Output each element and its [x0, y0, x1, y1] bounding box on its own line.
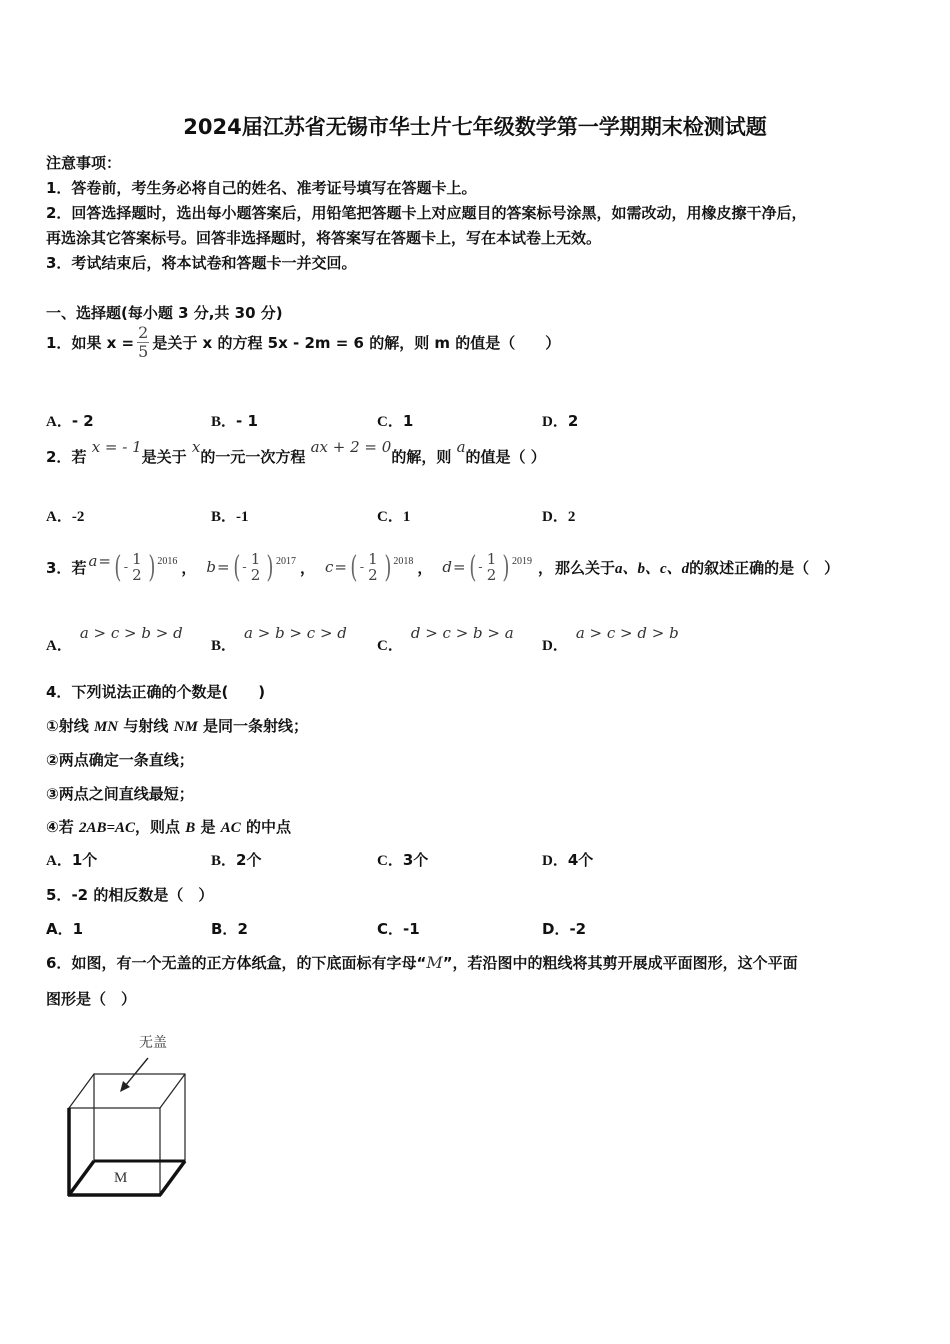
question-6 — [46, 952, 798, 973]
no-lid-label: 无盖 — [139, 1035, 167, 1051]
question-text: 若 — [71, 448, 87, 466]
option-c[interactable]: C．1 — [377, 509, 411, 525]
question-text: 的一元一次方程 — [200, 448, 306, 466]
option-a[interactable]: A．1 — [46, 920, 84, 938]
question-1 — [46, 324, 560, 360]
option-a[interactable]: A．1个 — [46, 851, 98, 869]
page-title: 2024届江苏省无锡市华士片七年级数学第一学期期末检测试题 — [183, 115, 767, 139]
variable-list: a、b、c、d — [614, 560, 690, 577]
option-b[interactable]: B．- 1 — [211, 412, 258, 430]
question-number: 2． — [46, 448, 72, 466]
math-expression: M — [426, 953, 443, 972]
math-expression: a — [456, 438, 466, 456]
question-text: 如图，有一个无盖的正方体纸盒，的下底面标有字母“ — [71, 954, 427, 972]
statement-1: ①射线 MN 与射线 NM 是同一条射线； — [46, 717, 309, 735]
question-text: 下列说法正确的个数是( ) — [71, 683, 266, 701]
cube-figure — [50, 1020, 220, 1210]
option-a[interactable]: A．- 2 — [46, 412, 94, 430]
fraction — [137, 324, 149, 360]
section-heading: 一、选择题(每小题 3 分,共 30 分) — [46, 304, 283, 322]
option-d[interactable]: D．2 — [542, 412, 579, 430]
question-text: 是关于 x 的方程 5x - 2m = 6 的解，则 m 的值是（ ） — [152, 333, 561, 352]
statement-3: ③两点之间直线最短； — [46, 785, 194, 803]
option-d[interactable]: D．-2 — [542, 920, 587, 938]
question-text: -2 的相反数是（ ） — [71, 886, 214, 904]
question-number: 5． — [46, 886, 72, 904]
option-b[interactable]: B．2个 — [211, 851, 262, 869]
question-2 — [46, 438, 546, 467]
notice-item-3: 3．考试结束后，将本试卷和答题卡一并交回。 — [46, 254, 357, 272]
option-a[interactable]: A．-2 — [46, 509, 85, 525]
power-expression-b: b = ( - 1 2 ) 2017 — [206, 549, 296, 585]
statement-4: ④若 2AB=AC，则点 B 是 AC 的中点 — [46, 818, 291, 836]
question-number: 3． — [46, 558, 72, 577]
option-c[interactable]: C．3个 — [377, 851, 429, 869]
question-6-cont: 图形是（ ） — [46, 990, 137, 1008]
question-number: 6． — [46, 954, 72, 972]
power-expression-c: c = ( - 1 2 ) 2018 — [324, 549, 414, 585]
option-a[interactable]: A．a > c > b > d — [46, 624, 183, 654]
question-text: 的解，则 — [391, 448, 452, 466]
notice-item-1: 1．答卷前，考生务必将自己的姓名、准考证号填写在答题卡上。 — [46, 179, 477, 197]
bottom-face-label: M — [114, 1170, 128, 1186]
math-expression: x = - 1 — [91, 438, 142, 456]
power-expression-d: d = ( - 1 2 ) 2019 — [442, 549, 532, 585]
fraction-numerator: 2 — [138, 323, 149, 342]
power-expression-a: a = ( - 1 2 ) 2016 — [88, 549, 178, 585]
option-b[interactable]: B．-1 — [211, 509, 249, 525]
option-c[interactable]: C．1 — [377, 412, 414, 430]
cube-diagram-icon — [50, 1020, 220, 1210]
statement-2: ②两点确定一条直线； — [46, 751, 194, 769]
option-d[interactable]: D．2 — [542, 509, 576, 525]
question-text: 若 — [71, 558, 87, 577]
question-4 — [46, 681, 265, 702]
question-text: ”，若沿图中的粗线将其剪开展成平面图形，这个平面 — [442, 954, 798, 972]
option-d[interactable]: D．4个 — [542, 851, 594, 869]
question-text: 的值是（ ） — [465, 448, 546, 466]
question-number: 4． — [46, 683, 72, 701]
notice-item-2: 2．回答选择题时，选出每小题答案后，用铅笔把答题卡上对应题目的答案标号涂黑，如需改动，用橡皮擦干净后， — [46, 204, 807, 222]
notice-item-2-cont: 再选涂其它答案标号。回答非选择题时，将答案写在答题卡上，写在本试卷上无效。 — [46, 229, 602, 247]
option-b[interactable]: B．2 — [211, 920, 248, 938]
option-d[interactable]: D．a > c > d > b — [542, 624, 679, 654]
fraction-denominator: 5 — [138, 341, 149, 361]
notice-heading: 注意事项： — [46, 154, 122, 172]
question-5 — [46, 884, 213, 905]
option-c[interactable]: C．d > c > b > a — [377, 624, 514, 654]
math-expression: x — [191, 438, 201, 456]
question-text: 的叙述正确的是（ ） — [689, 558, 840, 577]
question-3: 3． 若 a = ( - 1 2 ) 2016 ， b = ( - 1 2 ) 2017 ， c = ( - 1 2 ) 2018 ， d = ( - 1 2 ) 2019 ， 那么关于 a、b、c、d 的叙述正确的是（ ） — [46, 549, 840, 585]
math-expression: ax + 2 = 0 — [310, 438, 392, 456]
question-text: 是关于 — [141, 448, 187, 466]
option-c[interactable]: C．-1 — [377, 920, 420, 938]
question-number: 1． — [46, 333, 72, 352]
question-text: 那么关于 — [554, 558, 615, 577]
question-text: 如果 x = — [71, 333, 135, 352]
option-b[interactable]: B．a > b > c > d — [211, 624, 347, 654]
